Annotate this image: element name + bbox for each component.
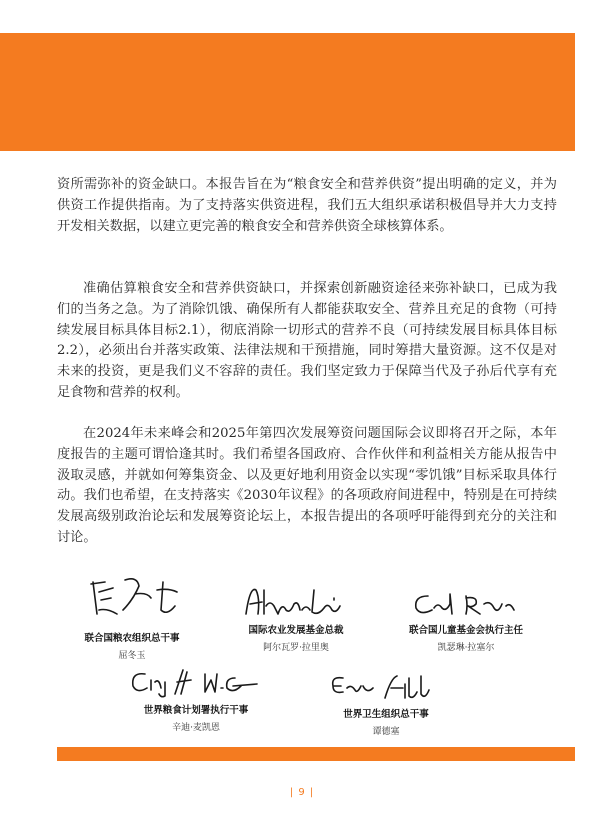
header-color-band xyxy=(0,33,575,151)
paragraph-1: 资所需弥补的资金缺口。本报告旨在为“粮食安全和营养供资”提出明确的定义，并为供资工作提供指南。为了支持落实供资进程，我们五大组织承诺积极倡导并大力支持开发相关数据，以建立更完善的粮食安全和营养供资全球核算体系。 xyxy=(57,177,557,234)
signatory-name: 谭德塞 xyxy=(372,727,400,737)
signature-block-wfp xyxy=(96,664,296,733)
signatory-title: 联合国儿童基金会执行主任 xyxy=(408,625,523,636)
signatory-title: 世界粮食计划署执行干事 xyxy=(143,705,249,716)
signature-unicef-icon xyxy=(406,588,526,620)
paragraph-2: 准确估算粮食安全和营养供资缺口，并探索创新融资途径来弥补缺口，已成为我们的当务之急。为了消除饥饿、确保所有人都能获取安全、营养且充足的食物（可持续发展目标具体目标2.1），彻底消除一切形式的营养不良（可持续发展目标具体目标2.2），必须出台并落实政策、法律法规和干预措施，同时筹措大量资源。这不仅是对未来的投资，更是我们义不容辞的责任。我们坚定致力于保障当代及子孙后代享有充足食物和营养的权利。 xyxy=(57,281,557,400)
signature-fao-icon xyxy=(77,570,187,628)
signature-block-unicef xyxy=(366,588,566,653)
signatory-title: 世界卫生组织总干事 xyxy=(343,709,429,720)
signature-wfp-icon xyxy=(121,664,271,700)
signature-ifad-icon xyxy=(236,580,356,620)
signature-block-who xyxy=(286,670,486,737)
page-number: | 9 | xyxy=(289,787,315,798)
signatory-name: 阿尔瓦罗·拉里奥 xyxy=(263,643,329,653)
signatory-name: 屈冬玉 xyxy=(118,651,146,661)
footer-color-band xyxy=(57,747,575,761)
signatory-name: 凯瑟琳·拉塞尔 xyxy=(437,643,495,653)
signature-who-icon xyxy=(321,670,451,704)
signatory-title: 国际农业发展基金总裁 xyxy=(248,625,344,636)
paragraph-3: 在2024年未来峰会和2025年第四次发展筹资问题国际会议即将召开之际，本年度报告的主题可谓恰逢其时。我们希望各国政府、合作伙伴和利益相关方能从报告中汲取灵感，并就如何筹集资金、以及更好地利用资金以实现“零饥饿”目标采取具体行动。我们也希望，在支持落实《2030年议程》的各项政府间进程中，特别是在可持续发展高级别政治论坛和发展筹资论坛上，本报告提出的各项呼吁能得到充分的关注和讨论。 xyxy=(57,426,557,545)
signatory-title: 联合国粮农组织总干事 xyxy=(84,633,180,644)
signatory-name: 辛迪·麦凯恩 xyxy=(172,723,220,733)
